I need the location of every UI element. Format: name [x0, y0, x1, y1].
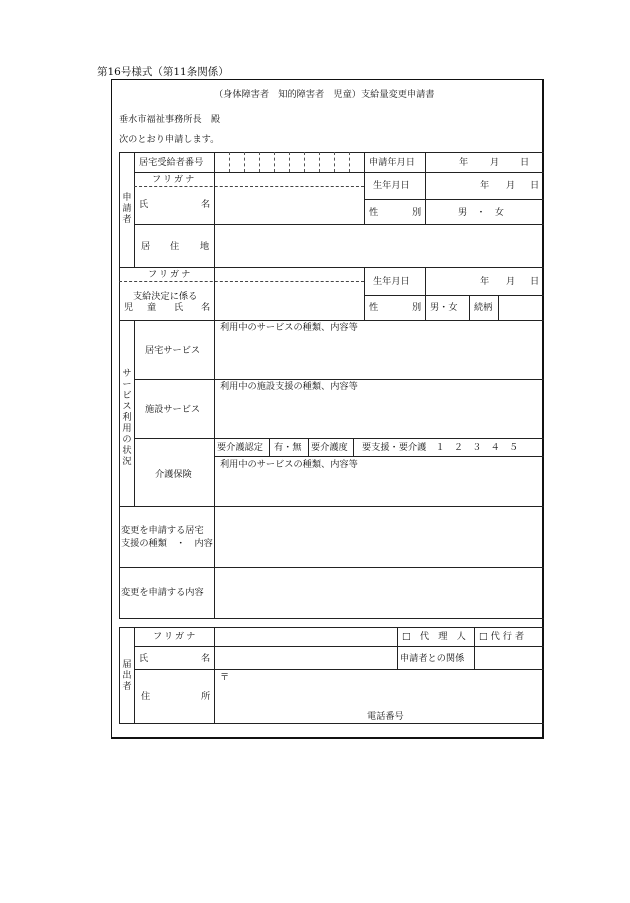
care-cert-options[interactable]: 有・無 [274, 442, 302, 453]
relation-to-applicant-field[interactable] [475, 647, 543, 668]
address-label: 所 [201, 691, 211, 702]
child-name-label: 童 [147, 302, 157, 313]
home-service-note: 利用中のサービスの種類、内容等 [220, 322, 358, 333]
change-type-label: 変更を申請する居宅 [121, 525, 204, 536]
applicant-section-divider [134, 152, 135, 267]
child-name-label: 氏 [174, 302, 184, 313]
child-birth-date-label: 生年月日 [373, 276, 410, 287]
facility-service-note: 利用中の施設支援の種類、内容等 [220, 381, 358, 392]
form-title: （身体障害者 知的障害者 児童）支給量変更申請書 [214, 89, 435, 100]
change-content-label: 変更を申請する内容 [121, 587, 204, 598]
name-label: 名 [201, 653, 211, 664]
applicant-furigana-field[interactable] [215, 173, 363, 185]
name-label: 氏 [139, 653, 149, 664]
care-service-field[interactable] [215, 471, 543, 505]
applicant-birth-date-label: 生年月日 [373, 180, 410, 191]
day-unit: 日 [530, 180, 540, 191]
day-unit: 日 [520, 157, 530, 168]
notifier-furigana-field[interactable] [215, 628, 396, 645]
applicant-name-field[interactable] [215, 187, 363, 223]
notifier-name-field[interactable] [215, 647, 396, 668]
child-name-field[interactable] [215, 282, 363, 319]
change-content-field[interactable] [215, 568, 543, 617]
relation-field[interactable] [499, 296, 543, 319]
address-label: 住 [170, 241, 180, 252]
addressee: 垂水市福祉事務所長 殿 [119, 114, 221, 125]
child-furigana-label: フリガナ [148, 269, 193, 280]
child-sex-options[interactable]: 男・女 [430, 302, 458, 313]
sex-label: 別 [412, 302, 422, 313]
recipient-number-label: 居宅受給者番号 [139, 157, 204, 168]
home-service-label: 居宅サービス [145, 345, 201, 356]
address-label: 居 [141, 241, 151, 252]
month-unit: 月 [506, 276, 516, 287]
sex-label: 別 [412, 207, 422, 218]
facility-service-label: 施設サービス [145, 404, 201, 415]
sex-label: 性 [369, 302, 379, 313]
intro-text: 次のとおり申請します。 [119, 134, 220, 145]
sex-label: 性 [369, 207, 379, 218]
proxy-checkbox[interactable]: □ 代 行 者 [479, 631, 525, 642]
applicant-address-field[interactable] [215, 225, 543, 266]
name-label: 名 [201, 199, 211, 210]
care-level-label: 要介護度 [311, 442, 348, 453]
applicant-section-label: 申請者 [122, 192, 132, 225]
month-unit: 月 [506, 180, 516, 191]
change-type-label: 支援の種類 ・ 内容 [121, 538, 213, 549]
child-name-label: 支給決定に係る [133, 291, 198, 302]
address-label: 住 [141, 691, 151, 702]
month-unit: 月 [490, 157, 500, 168]
home-service-field[interactable] [215, 334, 543, 378]
change-type-field[interactable] [215, 507, 543, 566]
care-service-note: 利用中のサービスの種類、内容等 [220, 459, 358, 470]
form-number: 第16号様式（第11条関係） [97, 66, 229, 78]
name-label: 氏 [139, 199, 149, 210]
care-insurance-label: 介護保険 [155, 469, 192, 480]
service-status-label: サービス利用の状況 [122, 368, 132, 467]
child-name-label: 児 [124, 302, 134, 313]
agent-checkbox[interactable]: □ 代 理 人 [402, 631, 466, 642]
care-level-options[interactable]: 要支援・要介護 １ ２ ３ ４ ５ [362, 442, 519, 453]
application-date-label: 申請年月日 [369, 157, 415, 168]
recipient-number-field[interactable] [215, 153, 363, 171]
notifier-section-label: 届出者 [122, 659, 132, 692]
day-unit: 日 [530, 276, 540, 287]
applicant-furigana-label: フリガナ [152, 174, 197, 185]
address-label: 地 [200, 241, 210, 252]
phone-label: 電話番号 [367, 711, 404, 722]
facility-service-field[interactable] [215, 393, 543, 437]
year-unit: 年 [480, 180, 490, 191]
relation-to-applicant-label: 申請者との関係 [400, 653, 465, 664]
notifier-furigana-label: フリガナ [153, 631, 198, 642]
relation-label: 続柄 [474, 302, 493, 313]
applicant-sex-options[interactable]: 男 ・ 女 [458, 207, 504, 218]
care-cert-label: 要介護認定 [217, 442, 263, 453]
child-name-label: 名 [201, 302, 211, 313]
child-furigana-field[interactable] [215, 268, 363, 280]
year-unit: 年 [480, 276, 490, 287]
year-unit: 年 [459, 157, 469, 168]
postal-mark: 〒 [220, 672, 230, 683]
